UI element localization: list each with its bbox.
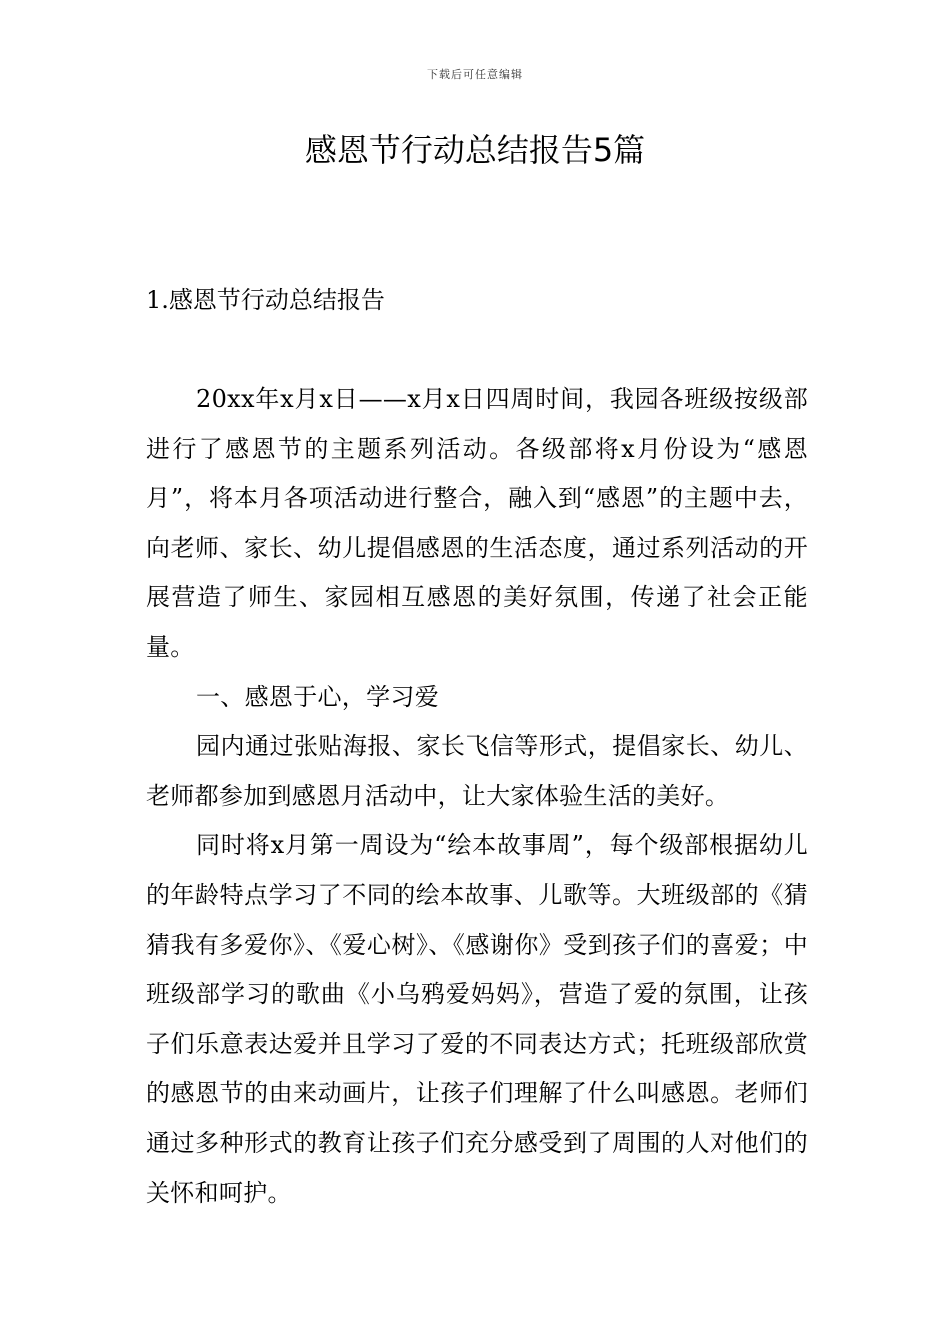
- document-title: 感恩节行动总结报告5篇: [304, 131, 646, 169]
- section-heading: 1.感恩节行动总结报告: [146, 286, 385, 314]
- paragraph-intro: 20xx年x月x日——x月x日四周时间，我园各班级按级部进行了感恩节的主题系列活动。各级部将x月份设为“感恩月”，将本月各项活动进行整合，融入到“感恩”的主题中去，向老师、家长、幼儿提倡感恩的生活态度，通过系列活动的开展营造了师生、家园相互感恩的美好氛围，传递了社会正能量。: [146, 385, 808, 661]
- header-note: 下载后可任意编辑: [427, 68, 523, 81]
- paragraph-subheading: 一、感恩于心，学习爱: [196, 682, 439, 711]
- body-text: [146, 375, 808, 1218]
- paragraph-picture-book-week: 同时将x月第一周设为“绘本故事周”，每个级部根据幼儿的年龄特点学习了不同的绘本故事、儿歌等。大班级部的《猜猜我有多爱你》、《爱心树》、《感谢你》受到孩子们的喜爱；中班级部学习的歌曲《小乌鸦爱妈妈》，营造了爱的氛围，让孩子们乐意表达爱并且学习了爱的不同表达方式；托班级部欣赏的感恩节的由来动画片，让孩子们理解了什么叫感恩。老师们通过多种形式的教育让孩子们充分感受到了周围的人对他们的关怀和呵护。: [146, 831, 808, 1207]
- paragraph-posters: 园内通过张贴海报、家长飞信等形式，提倡家长、幼儿、老师都参加到感恩月活动中，让大家体验生活的美好。: [146, 732, 808, 810]
